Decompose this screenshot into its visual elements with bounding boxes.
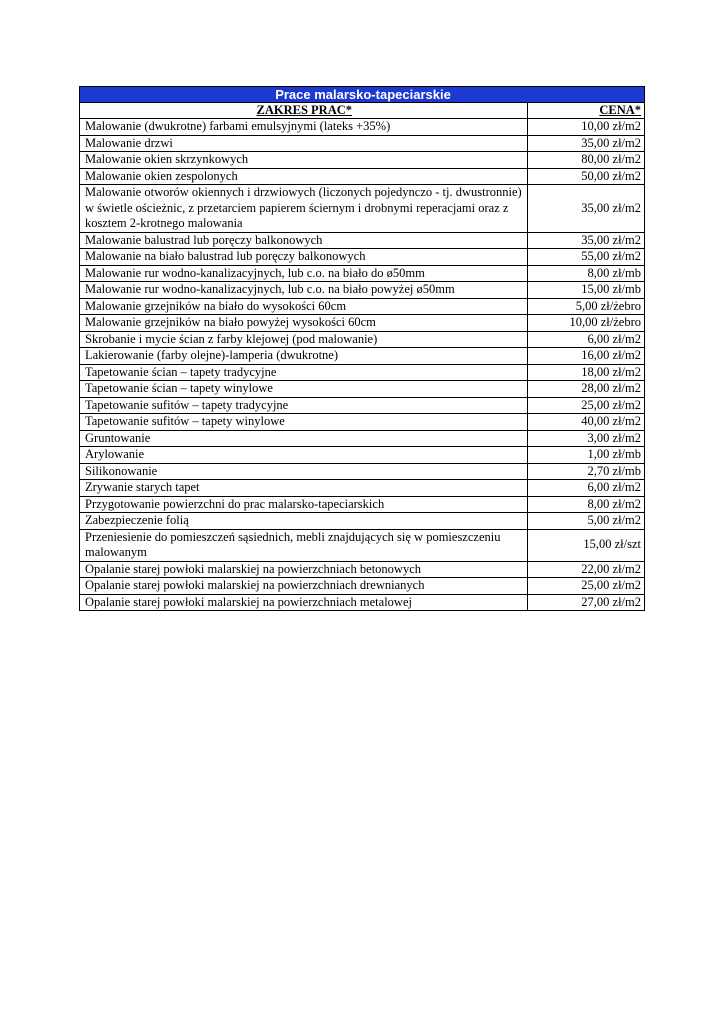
service-name: Zrywanie starych tapet [80,480,528,497]
table-row [80,249,645,266]
service-price: 25,00 zł/m2 [527,578,645,595]
service-name: Zabezpieczenie folią [80,513,528,530]
table-row [80,135,645,152]
service-price: 10,00 zł/żebro [527,315,645,332]
table-row [80,561,645,578]
service-price: 25,00 zł/m2 [527,397,645,414]
service-name: Tapetowanie ścian – tapety winylowe [80,381,528,398]
table-row [80,578,645,595]
service-price: 1,00 zł/mb [527,447,645,464]
service-name: Lakierowanie (farby olejne)-lamperia (dwukrotne) [80,348,528,365]
service-name: Malowanie okien skrzynkowych [80,152,528,169]
table-row [80,430,645,447]
service-price: 3,00 zł/m2 [527,430,645,447]
price-table [79,86,645,611]
service-price: 6,00 zł/m2 [527,331,645,348]
service-price: 35,00 zł/m2 [527,135,645,152]
service-name: Malowanie (dwukrotne) farbami emulsyjnymi (lateks +35%) [80,119,528,136]
service-name: Tapetowanie sufitów – tapety winylowe [80,414,528,431]
service-price: 8,00 zł/m2 [527,496,645,513]
service-price: 50,00 zł/m2 [527,168,645,185]
service-price: 22,00 zł/m2 [527,561,645,578]
service-price: 40,00 zł/m2 [527,414,645,431]
service-price: 5,00 zł/żebro [527,298,645,315]
table-row [80,152,645,169]
table-title: Prace malarsko-tapeciarskie [80,87,645,103]
service-price: 35,00 zł/m2 [527,232,645,249]
table-row [80,513,645,530]
table-row [80,348,645,365]
service-price: 2,70 zł/mb [527,463,645,480]
service-name: Malowanie na biało balustrad lub poręczy balkonowych [80,249,528,266]
service-price: 55,00 zł/m2 [527,249,645,266]
service-price: 27,00 zł/m2 [527,594,645,611]
service-name: Malowanie grzejników na biało do wysokości 60cm [80,298,528,315]
table-row [80,282,645,299]
table-row [80,397,645,414]
service-price: 80,00 zł/m2 [527,152,645,169]
table-row [80,463,645,480]
service-name: Opalanie starej powłoki malarskiej na powierzchniach metalowej [80,594,528,611]
service-name: Malowanie rur wodno-kanalizacyjnych, lub c.o. na biało powyżej ø50mm [80,282,528,299]
service-price: 15,00 zł/mb [527,282,645,299]
service-name: Przygotowanie powierzchni do prac malarsko-tapeciarskich [80,496,528,513]
column-header-service: ZAKRES PRAC* [80,103,528,119]
header-row [80,103,645,119]
service-name: Malowanie otworów okiennych i drzwiowych (liczonych pojedynczo - tj. dwustronnie) w świetle ościeżnic, z przetarciem papierem ściernym i drobnymi reperacjami oraz z kosztem 2-krotnego malowania [80,185,528,233]
service-name: Gruntowanie [80,430,528,447]
table-row [80,265,645,282]
table-row [80,364,645,381]
service-price: 5,00 zł/m2 [527,513,645,530]
service-name: Skrobanie i mycie ścian z farby klejowej (pod malowanie) [80,331,528,348]
service-price: 18,00 zł/m2 [527,364,645,381]
service-name: Arylowanie [80,447,528,464]
service-name: Tapetowanie ścian – tapety tradycyjne [80,364,528,381]
service-name: Opalanie starej powłoki malarskiej na powierzchniach drewnianych [80,578,528,595]
service-price: 10,00 zł/m2 [527,119,645,136]
table-row [80,298,645,315]
service-price: 15,00 zł/szt [527,529,645,561]
table-row [80,529,645,561]
table-row [80,480,645,497]
service-name: Opalanie starej powłoki malarskiej na powierzchniach betonowych [80,561,528,578]
service-name: Przeniesienie do pomieszczeń sąsiednich, mebli znajdujących się w pomieszczeniu malowanym [80,529,528,561]
table-row [80,232,645,249]
service-price: 16,00 zł/m2 [527,348,645,365]
column-header-price: CENA* [527,103,645,119]
table-row [80,185,645,233]
title-row [80,87,645,103]
table-row [80,447,645,464]
table-row [80,119,645,136]
service-name: Malowanie grzejników na biało powyżej wysokości 60cm [80,315,528,332]
table-body [80,119,645,611]
service-name: Malowanie drzwi [80,135,528,152]
service-price: 35,00 zł/m2 [527,185,645,233]
service-price: 28,00 zł/m2 [527,381,645,398]
table-row [80,594,645,611]
service-name: Tapetowanie sufitów – tapety tradycyjne [80,397,528,414]
service-price: 6,00 zł/m2 [527,480,645,497]
service-name: Malowanie okien zespolonych [80,168,528,185]
service-price: 8,00 zł/mb [527,265,645,282]
table-row [80,168,645,185]
service-name: Malowanie rur wodno-kanalizacyjnych, lub c.o. na biało do ø50mm [80,265,528,282]
table-row [80,331,645,348]
table-row [80,381,645,398]
table-row [80,496,645,513]
table-row [80,315,645,332]
service-name: Malowanie balustrad lub poręczy balkonowych [80,232,528,249]
table-row [80,414,645,431]
service-name: Silikonowanie [80,463,528,480]
